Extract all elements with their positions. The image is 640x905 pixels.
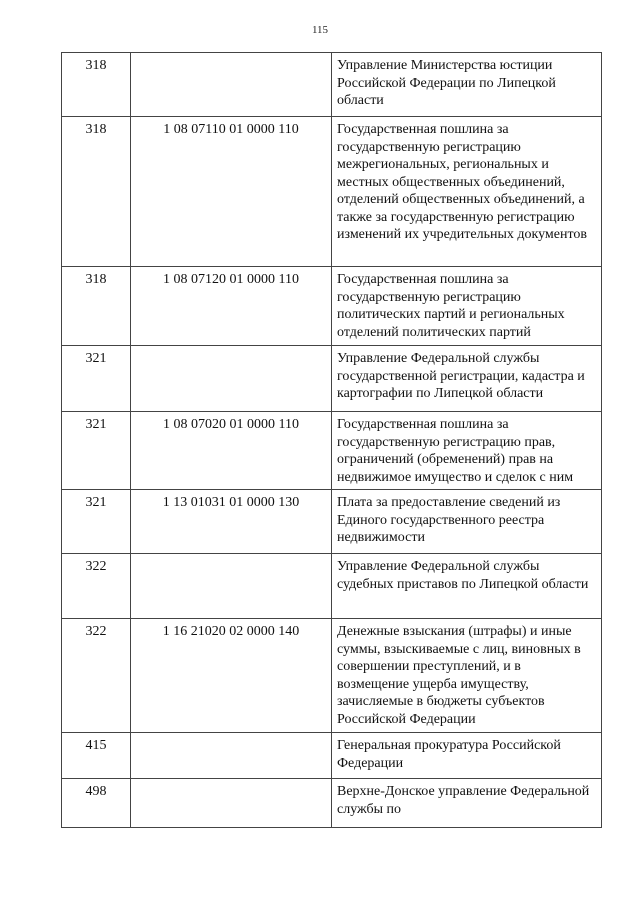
table-row (62, 53, 602, 117)
name-cell: Управление Министерства юстиции Российской Федерации по Липецкой области (332, 53, 602, 117)
admin-code-cell: 322 (62, 554, 131, 619)
table-row (62, 490, 602, 554)
name-cell: Плата за предоставление сведений из Единого государственного реестра недвижимости (332, 490, 602, 554)
table-row (62, 779, 602, 828)
admin-code-cell: 318 (62, 53, 131, 117)
table-row (62, 554, 602, 619)
table-row (62, 733, 602, 779)
kbk-cell (131, 53, 332, 117)
table-row (62, 267, 602, 346)
admin-code-cell: 321 (62, 346, 131, 412)
kbk-cell: 1 16 21020 02 0000 140 (131, 619, 332, 733)
table-row (62, 346, 602, 412)
name-cell: Денежные взыскания (штрафы) и иные суммы, взыскиваемые с лиц, виновных в совершении преступлений, и в возмещение ущерба имуществу, зачисляемые в бюджеты субъектов Российской Федерации (332, 619, 602, 733)
admin-code-cell: 318 (62, 267, 131, 346)
admin-code-cell: 321 (62, 412, 131, 490)
table-row (62, 412, 602, 490)
kbk-cell (131, 733, 332, 779)
table-row (62, 619, 602, 733)
page-number: 115 (311, 24, 329, 36)
admin-code-cell: 498 (62, 779, 131, 828)
kbk-cell (131, 346, 332, 412)
name-cell: Генеральная прокуратура Российской Федерации (332, 733, 602, 779)
kbk-cell: 1 08 07120 01 0000 110 (131, 267, 332, 346)
admin-code-cell: 321 (62, 490, 131, 554)
kbk-cell (131, 554, 332, 619)
admin-code-cell: 318 (62, 117, 131, 267)
name-cell: Государственная пошлина за государственную регистрацию межрегиональных, региональных и местных общественных объединений, отделений общественных объединений, а также за государственную регистрацию изменений их учредительных документов (332, 117, 602, 267)
admin-code-cell: 322 (62, 619, 131, 733)
admin-code-cell: 415 (62, 733, 131, 779)
name-cell: Государственная пошлина за государственную регистрацию политических партий и региональных отделений политических партий (332, 267, 602, 346)
table-row (62, 117, 602, 267)
kbk-cell: 1 13 01031 01 0000 130 (131, 490, 332, 554)
revenue-codes-table (61, 52, 602, 828)
name-cell: Управление Федеральной службы государственной регистрации, кадастра и картографии по Липецкой области (332, 346, 602, 412)
kbk-cell: 1 08 07020 01 0000 110 (131, 412, 332, 490)
name-cell: Управление Федеральной службы судебных приставов по Липецкой области (332, 554, 602, 619)
name-cell: Верхне-Донское управление Федеральной службы по (332, 779, 602, 828)
kbk-cell (131, 779, 332, 828)
kbk-cell: 1 08 07110 01 0000 110 (131, 117, 332, 267)
name-cell: Государственная пошлина за государственную регистрацию прав, ограничений (обременений) прав на недвижимое имущество и сделок с ним (332, 412, 602, 490)
